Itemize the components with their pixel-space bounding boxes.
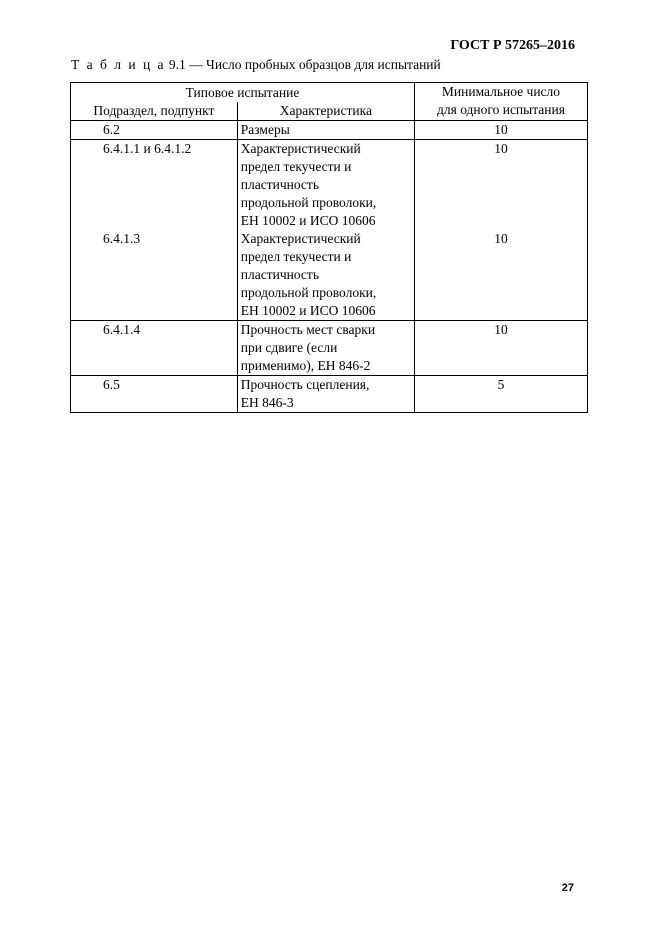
table-caption (71, 57, 441, 73)
table-row (71, 376, 588, 413)
cell-characteristic (237, 121, 414, 140)
cell-subsection: 6.4.1.1 и 6.4.1.2 (71, 140, 238, 231)
table-caption-separator: — (189, 57, 203, 72)
cell-characteristic-line: пластичность (240, 177, 319, 192)
cell-characteristic (237, 376, 414, 413)
table-header-min-line2: для одного испытания (437, 102, 565, 117)
cell-characteristic-line: Размеры (240, 122, 290, 137)
cell-characteristic-line: продольной проволоки, (240, 195, 377, 210)
table-header-subsection: Подраздел, подпункт (71, 102, 238, 121)
cell-characteristic-line: Характеристический (240, 141, 361, 156)
table-group-header: Типовое испытание (71, 83, 415, 103)
table-header-min-line1: Минимальное число (441, 84, 561, 99)
table-header-characteristic: Характеристика (237, 102, 414, 121)
cell-subsection: 6.5 (71, 376, 238, 413)
cell-subsection: 6.4.1.4 (71, 321, 238, 376)
cell-min-count: 10 (414, 140, 587, 231)
cell-characteristic (237, 230, 414, 321)
specimen-count-table (70, 82, 588, 413)
cell-min-count: 10 (414, 121, 587, 140)
cell-characteristic (237, 140, 414, 231)
table-row (71, 140, 588, 231)
cell-characteristic-line: при сдвиге (если (240, 340, 338, 355)
cell-subsection: 6.2 (71, 121, 238, 140)
cell-subsection: 6.4.1.3 (71, 230, 238, 321)
table-row (71, 121, 588, 140)
cell-characteristic-line: ЕН 10002 и ИСО 10606 (240, 213, 376, 228)
document-code: ГОСТ Р 57265–2016 (450, 38, 575, 53)
table-row (71, 230, 588, 321)
cell-characteristic-line: продольной проволоки, (240, 285, 377, 300)
cell-characteristic-line: ЕН 10002 и ИСО 10606 (240, 303, 376, 318)
table-caption-number: 9.1 (168, 57, 186, 72)
cell-characteristic (237, 321, 414, 376)
cell-characteristic-line: пластичность (240, 267, 319, 282)
page-number: 27 (561, 882, 574, 894)
cell-min-count: 5 (414, 376, 587, 413)
table-header-min-count (414, 83, 587, 121)
cell-characteristic-line: предел текучести и (240, 249, 352, 264)
table-caption-title: Число пробных образцов для испытаний (206, 57, 441, 72)
table-row (71, 321, 588, 376)
cell-characteristic-line: предел текучести и (240, 159, 352, 174)
table-caption-label: Т а б л и ц а (71, 57, 166, 72)
cell-characteristic-line: применимо), ЕН 846-2 (240, 358, 371, 373)
cell-characteristic-line: ЕН 846-3 (240, 395, 294, 410)
cell-characteristic-line: Прочность сцепления, (240, 377, 370, 392)
cell-characteristic-line: Прочность мест сварки (240, 322, 376, 337)
cell-min-count: 10 (414, 321, 587, 376)
cell-min-count: 10 (414, 230, 587, 321)
cell-characteristic-line: Характеристический (240, 231, 361, 246)
